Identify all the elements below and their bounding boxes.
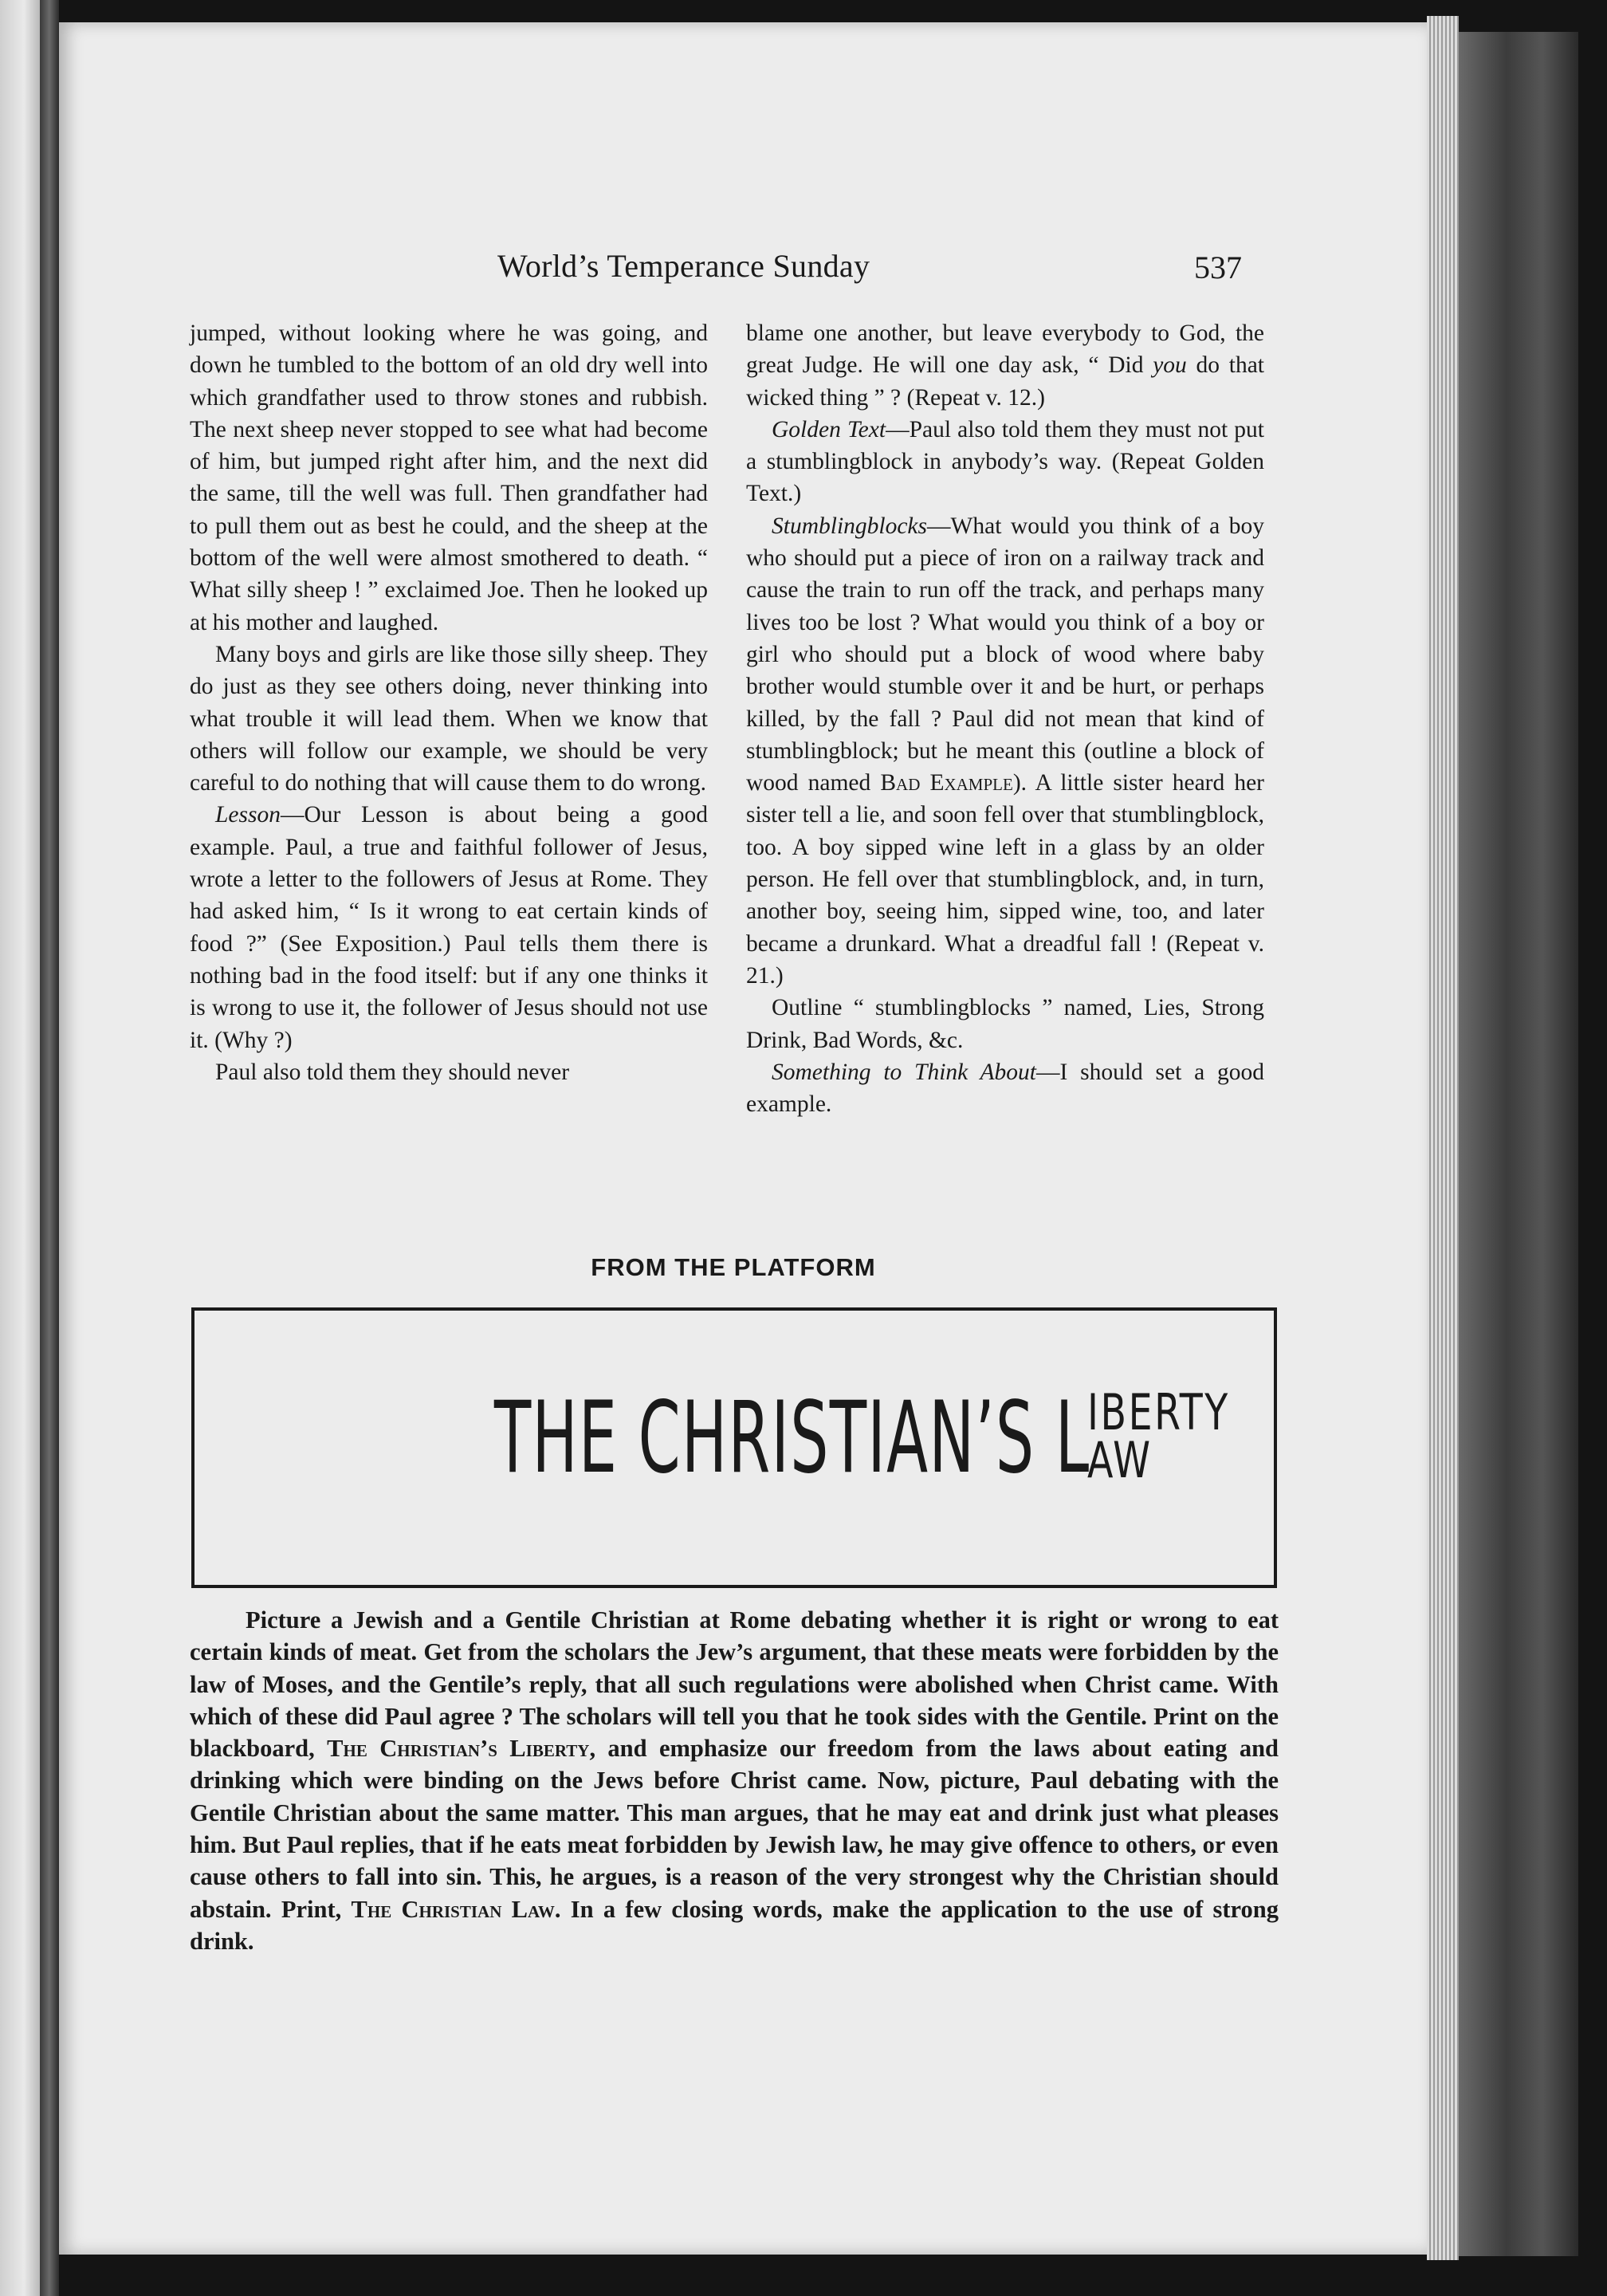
lesson-label: Lesson: [215, 802, 281, 828]
page-block-edges: [1427, 16, 1459, 2260]
banner-main-text: THE CHRISTIAN’S L: [493, 1381, 1090, 1496]
paragraph: Paul also told them they should never: [215, 1059, 570, 1085]
think-about-label: Something to Think About: [772, 1059, 1036, 1085]
page-number: 537: [1194, 250, 1242, 285]
paragraph: Outline “ stumblingblocks ” named, Lies, Strong Drink, Bad Words, &c.: [746, 995, 1264, 1053]
title-banner: [191, 1307, 1277, 1588]
facing-page-edge: [0, 0, 40, 2296]
section-heading: FROM THE PLATFORM: [591, 1253, 876, 1281]
book-cover-edge: [1459, 32, 1578, 2256]
paragraph: Lesson—Our Lesson is about being a good example. Paul, a true and faithful follower of Jesus, wrote a letter to the followers of Jesus at Rome. They had asked him, “ Is it wrong to eat certain kinds of food ?” (See Exposition.) Paul tells them there is nothing bad in the food itself: but if any one thinks it is wrong to use it, the follower of Jesus should not use it. (Why ?): [190, 802, 708, 1053]
left-column: [190, 317, 708, 1088]
book-gutter: [40, 0, 59, 2296]
platform-text: [190, 1604, 1279, 1957]
banner-stacked-text: [1086, 1383, 1255, 1489]
banner-title: [194, 1381, 1274, 1496]
paragraph: Golden Text—Paul also told them they must not put a stumblingblock in anybody’s way. (Repeat Golden Text.): [746, 416, 1264, 507]
paragraph: Picture a Jewish and a Gentile Christian at Rome debating whether it is right or wrong to eat certain kinds of meat. Get from the scholars the Jew’s argument, that these meats were forbidden by the law of Moses, and the Gentile’s reply, that all such regulations were abolished when Christ came. With which of these did Paul agree ? The scholars will tell you that he took sides with the Gentile. Print on the blackboard, The Christian’s Liberty, and emphasize our freedom from the laws about eating and drinking which were binding on the Jews before Christ came. Now, picture, Paul debating with the Gentile Christian about the same matter. This man argues, that he may eat and drink just what pleases him. But Paul replies, that if he eats meat forbidden by Jewish law, he may give offence to others, or even cause others to fall into sin. This, he argues, is a reason of the very strongest why the Christian should abstain. Print, The Christian Law. In a few closing words, make the application to the use of strong drink.: [190, 1606, 1279, 1955]
golden-text-label: Golden Text: [772, 416, 886, 442]
paragraph: Something to Think About—I should set a good example.: [746, 1059, 1264, 1118]
paragraph: Stumblingblocks—What would you think of a boy who should put a piece of iron on a railway track and cause the train to run off the track, and perhaps many lives too be lost ? What would you think of a boy or girl who should put a block of wood where baby brother would stumble over it and be hurt, or perhaps killed, by the fall ? Paul did not mean that kind of stumblingblock; but he meant this (outline a block of wood named Bad Example). A little sister heard her sister tell a lie, and soon fell over that stumblingblock, too. A boy sipped wine left in a glass by an older person. He fell over that stumblingblock, and, in turn, another boy, seeing him, sipped wine, too, and later became a drunkard. What a dreadful fall ! (Repeat v. 21.): [746, 513, 1264, 989]
running-head: World’s Temperance Sunday: [497, 248, 870, 284]
stumblingblocks-label: Stumblingblocks: [772, 513, 928, 539]
paragraph: blame one another, but leave everybody to God, the great Judge. He will one day ask, “ Did you do that wicked thing ” ? (Repeat v. 12.): [746, 320, 1264, 411]
paragraph: Many boys and girls are like those silly sheep. They do just as they see others doing, never thinking into what trouble it will lead them. When we know that others will follow our example, we should be very careful to do nothing that will cause them to do wrong.: [190, 641, 708, 796]
right-column: [746, 317, 1264, 1120]
paragraph: jumped, without looking where he was going, and down he tumbled to the bottom of an old dry well into which grandfather used to throw stones and rubbish. The next sheep never stopped to see what had become of him, but jumped right after him, and the next did the same, till the well was full. Then grandfather had to pull them out as best he could, and the sheep at the bottom of the well were almost smothered to death. “ What silly sheep ! ” exclaimed Joe. Then he looked up at his mother and laughed.: [190, 320, 708, 635]
banner-top-word: IBERTY: [1086, 1383, 1230, 1441]
banner-bottom-word: AW: [1086, 1431, 1153, 1489]
